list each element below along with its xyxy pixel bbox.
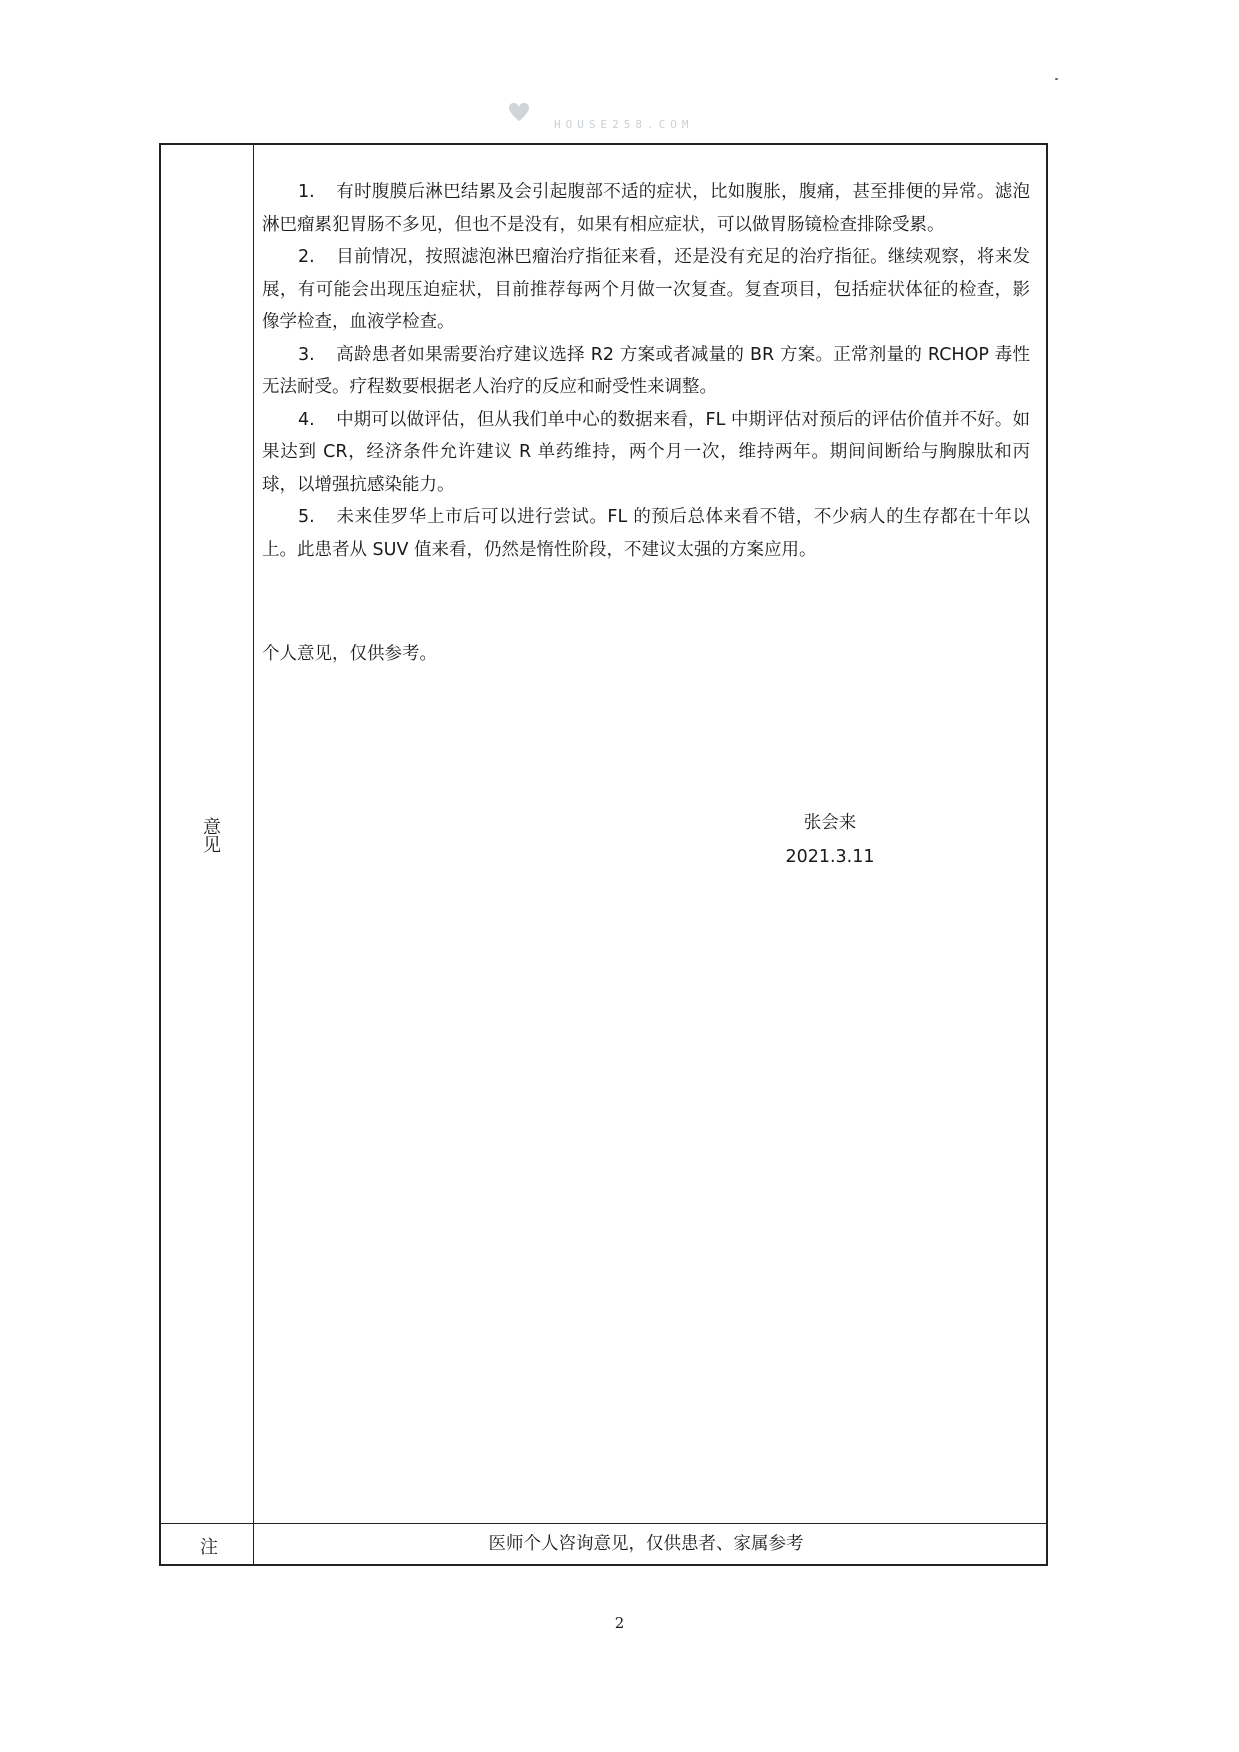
item-text: 高龄患者如果需要治疗建议选择 R2 方案或者减量的 BR 方案。正常剂量的 RCHOP 毒性无法耐受。疗程数要根据老人治疗的反应和耐受性来调整。 <box>262 344 1030 397</box>
opinion-item <box>262 404 1030 502</box>
item-number: 5. <box>298 507 315 527</box>
item-text: 目前情况，按照滤泡淋巴瘤治疗指征来看，还是没有充足的治疗指征。继续观察，将来发展，有可能会出现压迫症状，目前推荐每两个月做一次复查。复查项目，包括症状体征的检查，影像学检查，血液学检查。 <box>262 247 1030 332</box>
signature-date: 2021.3.11 <box>785 847 875 867</box>
note-text: 医师个人咨询意见，仅供患者、家属参考 <box>488 1534 804 1554</box>
column-divider <box>253 145 254 1564</box>
heart-icon <box>508 102 530 122</box>
doctor-name: 张会来 <box>803 813 857 833</box>
note-row-label: 注 <box>200 1537 218 1558</box>
opinion-item <box>262 501 1030 566</box>
item-number: 2. <box>298 247 315 267</box>
item-number: 1. <box>298 182 315 202</box>
signature-block <box>780 806 880 874</box>
opinion-content <box>262 176 1030 566</box>
item-text: 未来佳罗华上市后可以进行尝试。FL 的预后总体来看不错，不少病人的生存都在十年以上。此患者从 SUV 值来看，仍然是惰性阶段，不建议太强的方案应用。 <box>262 507 1030 560</box>
page-number: 2 <box>614 1614 625 1632</box>
item-text: 中期可以做评估，但从我们单中心的数据来看，FL 中期评估对预后的评估价值并不好。如果达到 CR，经济条件允许建议 R 单药维持，两个月一次，维持两年。期间间断给与胸腺肽和丙球，以增强抗感染能力。 <box>262 409 1030 495</box>
item-text: 有时腹膜后淋巴结累及会引起腹部不适的症状，比如腹胀，腹痛，甚至排便的异常。滤泡淋巴瘤累犯胃肠不多见，但也不是没有，如果有相应症状，可以做胃肠镜检查排除受累。 <box>262 182 1030 235</box>
opinion-item <box>262 176 1030 241</box>
watermark-text: HOUSE258.COM <box>554 118 694 131</box>
opinion-item <box>262 339 1030 404</box>
item-number: 3. <box>298 344 315 365</box>
scan-dot <box>1055 78 1058 80</box>
item-number: 4. <box>298 409 315 430</box>
opinion-item <box>262 241 1030 339</box>
personal-remark: 个人意见，仅供参考。 <box>262 644 437 664</box>
row-divider <box>161 1523 1046 1524</box>
opinion-row-label: 意见 <box>200 817 221 853</box>
watermark <box>500 98 720 132</box>
